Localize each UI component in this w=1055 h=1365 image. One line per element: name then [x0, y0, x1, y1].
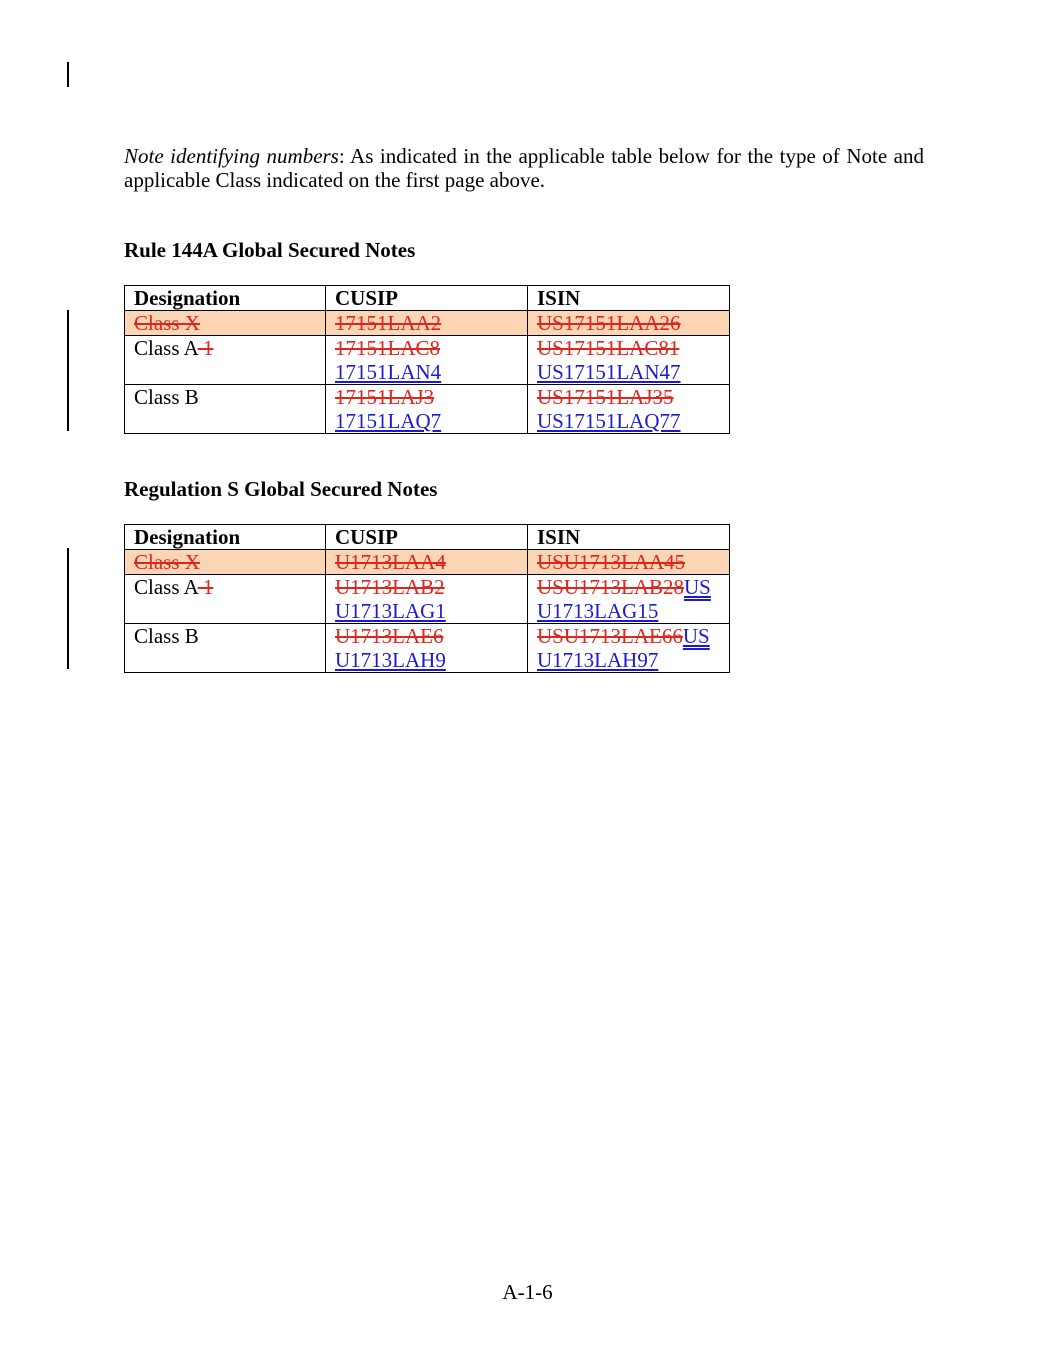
deleted-cusip: 17151LAC8 — [335, 336, 440, 360]
cell-isin — [528, 311, 730, 336]
deleted-isin: USU1713LAE66 — [537, 624, 683, 648]
cell-isin — [528, 575, 730, 624]
table-header-row — [125, 286, 730, 311]
deleted-designation-suffix: 1 — [197, 336, 214, 360]
deleted-designation: Class X — [134, 311, 200, 335]
table-row-class-x — [125, 311, 730, 336]
cell-isin — [528, 550, 730, 575]
table-row-class-a — [125, 575, 730, 624]
cell-designation: Class B — [125, 624, 326, 673]
inserted-isin: U1713LAH97 — [537, 648, 659, 672]
regs-table — [124, 524, 730, 673]
deleted-isin: US17151LAJ35 — [537, 385, 674, 409]
page-number: A-1-6 — [502, 1280, 553, 1304]
cell-designation — [125, 311, 326, 336]
cell-cusip — [326, 385, 528, 434]
cell-isin — [528, 336, 730, 385]
designation-text: Class A — [134, 336, 198, 360]
cell-designation — [125, 336, 326, 385]
cell-isin — [528, 385, 730, 434]
inserted-isin: US17151LAN47 — [537, 360, 681, 384]
inserted-isin: U1713LAG15 — [537, 599, 659, 623]
table-row-class-a — [125, 336, 730, 385]
cell-designation: Class B — [125, 385, 326, 434]
inserted-isin: US17151LAQ77 — [537, 409, 681, 433]
inserted-cusip: U1713LAH9 — [335, 648, 446, 672]
header-cusip: CUSIP — [326, 286, 528, 311]
header-cusip: CUSIP — [326, 525, 528, 550]
intro-label: Note identifying numbers — [124, 144, 339, 168]
cell-cusip — [326, 311, 528, 336]
regs-title: Regulation S Global Secured Notes — [124, 477, 438, 501]
deleted-isin: US17151LAA26 — [537, 311, 681, 335]
inserted-isin-prefix: US — [684, 575, 711, 599]
cell-cusip — [326, 624, 528, 673]
deleted-cusip: 17151LAJ3 — [335, 385, 435, 409]
rule144a-table — [124, 285, 730, 434]
intro-text: : As indicated in the applicable table below for the type of Note and applicable Class indicated on the first page above. — [124, 144, 924, 192]
inserted-isin-prefix: US — [682, 624, 710, 648]
designation-text: Class A — [134, 575, 198, 599]
inserted-cusip: 17151LAN4 — [335, 360, 442, 384]
table-row-class-b — [125, 624, 730, 673]
change-bar-top — [67, 62, 69, 87]
change-bar-rule144a — [67, 310, 69, 431]
deleted-cusip: U1713LAE6 — [335, 624, 444, 648]
cell-designation — [125, 550, 326, 575]
table-header-row — [125, 525, 730, 550]
deleted-designation-suffix: 1 — [197, 575, 214, 599]
deleted-isin: USU1713LAA45 — [537, 550, 686, 574]
deleted-cusip: 17151LAA2 — [335, 311, 442, 335]
deleted-isin: US17151LAC81 — [537, 336, 680, 360]
deleted-isin: USU1713LAB28 — [537, 575, 685, 599]
cell-cusip — [326, 550, 528, 575]
deleted-cusip: U1713LAB2 — [335, 575, 445, 599]
table-row-class-x — [125, 550, 730, 575]
cell-cusip — [326, 575, 528, 624]
header-isin: ISIN — [528, 286, 730, 311]
table-row-class-b — [125, 385, 730, 434]
intro-paragraph — [124, 144, 924, 192]
inserted-cusip: 17151LAQ7 — [335, 409, 442, 433]
deleted-designation: Class X — [134, 550, 200, 574]
deleted-cusip: U1713LAA4 — [335, 550, 446, 574]
cell-cusip — [326, 336, 528, 385]
change-bar-regs — [67, 548, 69, 669]
inserted-cusip: U1713LAG1 — [335, 599, 446, 623]
header-designation: Designation — [125, 525, 326, 550]
rule144a-title: Rule 144A Global Secured Notes — [124, 238, 416, 262]
cell-designation — [125, 575, 326, 624]
header-designation: Designation — [125, 286, 326, 311]
cell-isin — [528, 624, 730, 673]
header-isin: ISIN — [528, 525, 730, 550]
